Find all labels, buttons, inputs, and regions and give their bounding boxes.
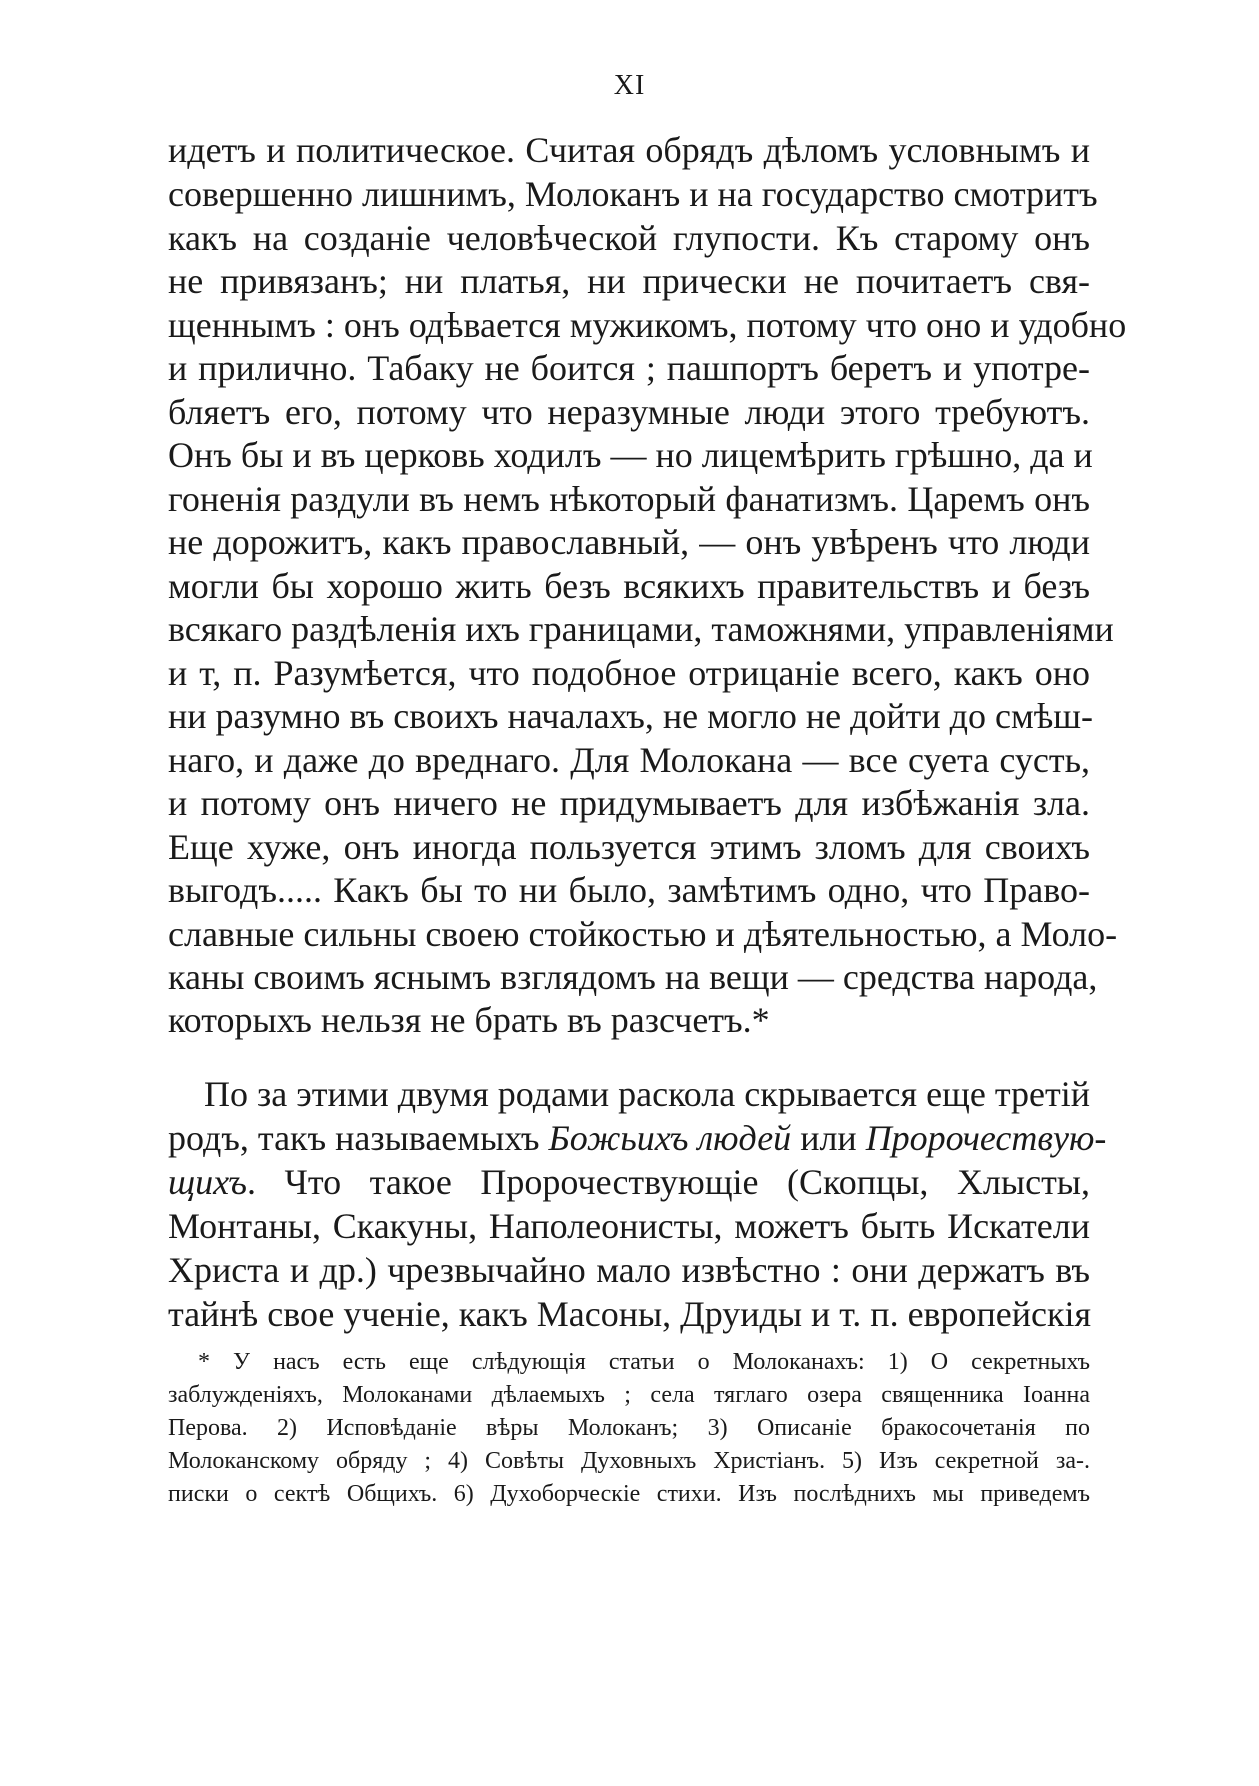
text-line: какъ на созданіе человѣческой глупости. Къ старому онъ [168,218,1090,258]
footnote-line: писки о сектѣ Общихъ. 6) Духоборческіе стихи. Изъ послѣднихъ мы приведемъ [168,1481,1090,1507]
text-line: совершенно лишнимъ, Молоканъ и на государство смотритъ [168,174,1098,214]
text-line: По за этими двумя родами раскола скрывается еще третій [204,1074,1090,1114]
text-line [168,1116,1107,1160]
text-line: не дорожитъ, какъ православный, — онъ увѣренъ что люди [168,522,1090,562]
text-line: Монтаны, Скакуны, Наполеонисты, можетъ быть Искатели [168,1206,1090,1246]
text-line: выгодъ..... Какъ бы то ни было, замѣтимъ одно, что Право- [168,870,1090,910]
page-number: XI [613,70,646,101]
text-span: родъ, такъ называемыхъ [168,1118,549,1158]
text-line: которыхъ нельзя не брать въ разсчетъ.* [168,1000,770,1040]
text-line: славные сильны своею стойкостью и дѣятельностью, а Моло- [168,914,1118,954]
text-line: и потому онъ ничего не придумываетъ для избѣжанія зла. [168,783,1090,823]
text-line [168,1160,1090,1204]
text-span: или [791,1118,866,1158]
italic-term: Божьихъ людей [548,1118,792,1158]
italic-term: Пророчествую- [865,1118,1107,1158]
text-line: могли бы хорошо жить безъ всякихъ правительствъ и безъ [168,566,1090,606]
text-line: тайнѣ свое ученіе, какъ Масоны, Друиды и т. п. европейскія [168,1294,1092,1334]
text-line: Онъ бы и въ церковь ходилъ — но лицемѣрить грѣшно, да и [168,435,1093,475]
footnote-line: * У насъ есть еще слѣдующія статьи о Молоканахъ: 1) О секретныхъ [198,1349,1090,1375]
footnote-line: Молоканскому обряду ; 4) Совѣты Духовныхъ Христіанъ. 5) Изъ секретной за-. [168,1448,1090,1474]
text-line: наго, и даже до вреднаго. Для Молокана — все суета сусть, [168,740,1090,780]
text-line: и прилично. Табаку не боится ; пашпортъ беретъ и употре- [168,348,1090,388]
text-line: идетъ и политическое. Считая обрядъ дѣломъ условнымъ и [168,130,1090,170]
italic-term: щихъ [168,1162,247,1202]
footnote-line: заблужденіяхъ, Молоканами дѣлаемыхъ ; села тяглаго озера священника Іоанна [168,1382,1090,1408]
text-line: всякаго раздѣленія ихъ границами, таможнями, управленіями [168,609,1114,649]
text-line: каны своимъ яснымъ взглядомъ на вещи — средства народа, [168,957,1098,997]
footnote-line: Перова. 2) Исповѣданіе вѣры Молоканъ; 3) Описаніе бракосочетанія по [168,1415,1090,1441]
text-line: и т, п. Разумѣется, что подобное отрицаніе всего, какъ оно [168,653,1090,693]
text-line: не привязанъ; ни платья, ни прически не почитаетъ свя- [168,261,1090,301]
text-line: гоненія раздули въ немъ нѣкоторый фанатизмъ. Царемъ онъ [168,479,1090,519]
text-span: . Что такое Пророчествующіе (Скопцы, Хлысты, [246,1162,1090,1202]
text-line: щеннымъ : онъ одѣвается мужикомъ, потому что оно и удобно [168,305,1127,345]
text-line: Еще хуже, онъ иногда пользуется этимъ зломъ для своихъ [168,827,1090,867]
text-line: бляетъ его, потому что неразумные люди этого требуютъ. [168,392,1090,432]
text-line: ни разумно въ своихъ началахъ, не могло не дойти до смѣш- [168,696,1093,736]
text-line: Христа и др.) чрезвычайно мало извѣстно : они держатъ въ [168,1250,1090,1290]
